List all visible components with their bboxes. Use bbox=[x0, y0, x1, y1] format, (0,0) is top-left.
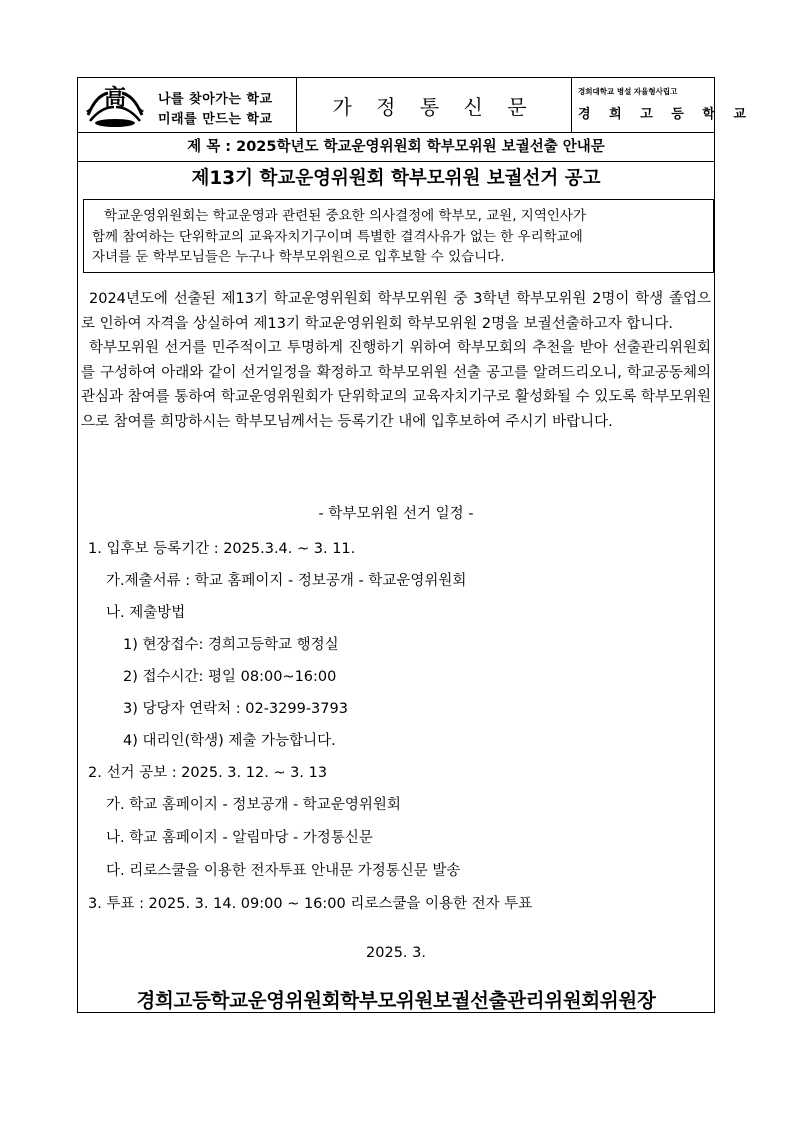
schedule-item-2b: 나. 학교 홈페이지 - 알림마당 - 가정통신문 bbox=[106, 830, 373, 846]
notice-line: 함께 참여하는 단위학교의 교육자치기구이며 특별한 결격사유가 없는 한 우리학교에 bbox=[92, 228, 583, 245]
notice-line: 자녀를 둔 학부모님들은 누구나 학부모위원으로 입후보할 수 있습니다. bbox=[92, 249, 505, 265]
school-cell bbox=[572, 78, 753, 132]
page-title: 제13기 학교운영위원회 학부모위원 보궐선거 공고 bbox=[191, 168, 601, 189]
slogan-line-2: 미래를 만드는 학교 bbox=[158, 112, 273, 127]
schedule-item-3: 3. 투표 : 2025. 3. 14. 09:00 ~ 16:00 리로스쿨을 이용한 전자 투표 bbox=[88, 896, 533, 912]
schedule-title: - 학부모위원 선거 일정 - bbox=[318, 506, 474, 522]
school-name: 경 희 고 등 학 교 bbox=[578, 107, 753, 122]
schedule-item-2c: 다. 리로스쿨을 이용한 전자투표 안내문 가정통신문 발송 bbox=[106, 863, 461, 879]
schedule-item-1b1: 1) 현장접수: 경희고등학교 행정실 bbox=[123, 637, 339, 653]
schedule-item-1b: 나. 제출방법 bbox=[106, 605, 186, 621]
notice-line: 학교운영위원회는 학교운영과 관련된 중요한 의사결정에 학부모, 교원, 지역인사가 bbox=[104, 208, 587, 224]
closing-date: 2025. 3. bbox=[366, 945, 426, 961]
subject-line: 제 목 : 2025학년도 학교운영위원회 학부모위원 보궐선출 안내문 bbox=[78, 133, 714, 162]
schedule-item-1b3: 3) 당당자 연락처 : 02-3299-3793 bbox=[123, 701, 348, 717]
slogan-line-1: 나를 찾아가는 학교 bbox=[158, 92, 273, 107]
slogan-cell bbox=[78, 78, 297, 132]
schedule-item-1: 1. 입후보 등록기간 : 2025.3.4. ~ 3. 11. bbox=[88, 541, 356, 557]
intro-text bbox=[81, 287, 711, 434]
schedule-item-2: 2. 선거 공보 : 2025. 3. 12. ~ 3. 13 bbox=[88, 765, 328, 781]
signature: 경희고등학교운영위원회학부모위원보궐선출관리위원회위원장 bbox=[136, 989, 656, 1012]
notice-box bbox=[83, 199, 714, 273]
svg-text:高: 高 bbox=[103, 85, 127, 111]
schedule-item-1a: 가.제출서류 : 학교 홈페이지 - 정보공개 - 학교운영위원회 bbox=[106, 573, 467, 589]
schedule-item-1b4: 4) 대리인(학생) 제출 가능합니다. bbox=[123, 733, 336, 749]
newsletter-frame bbox=[77, 77, 753, 1013]
school-subtitle: 경희대학교 병설 자율형사립고 bbox=[578, 87, 678, 96]
newsletter-title: 가 정 통 신 문 bbox=[297, 78, 572, 132]
school-emblem-icon bbox=[84, 81, 146, 129]
schedule-item-1b2: 2) 접수시간: 평일 08:00~16:00 bbox=[123, 669, 337, 685]
intro-paragraph-2: 학부모위원 선거를 민주적이고 투명하게 진행하기 위하여 학부모회의 추천을 받아 선출관리위원회를 구성하여 아래와 같이 선거일정을 확정하고 학부모위원 선출 공고를 알려드리오니, 학교공동체의 관심과 참여를 통하여 학교운영위원회가 단위학교의 교육자치기구로 활성화될 수 있도록 학부모위원으로 참여를 희망하시는 학부모님께서는 등록기간 내에 입후보하여 주시기 바랍니다. bbox=[81, 340, 711, 430]
newsletter-header bbox=[78, 78, 753, 133]
schedule-item-2a: 가. 학교 홈페이지 - 정보공개 - 학교운영위원회 bbox=[106, 797, 401, 813]
intro-paragraph-1: 2024년도에 선출된 제13기 학교운영위원회 학부모위원 중 3학년 학부모위원 2명이 학생 졸업으로 인하여 자격을 상실하여 제13기 학교운영위원회 학부모위원 2명을 보궐선출하고자 합니다. bbox=[81, 291, 711, 332]
